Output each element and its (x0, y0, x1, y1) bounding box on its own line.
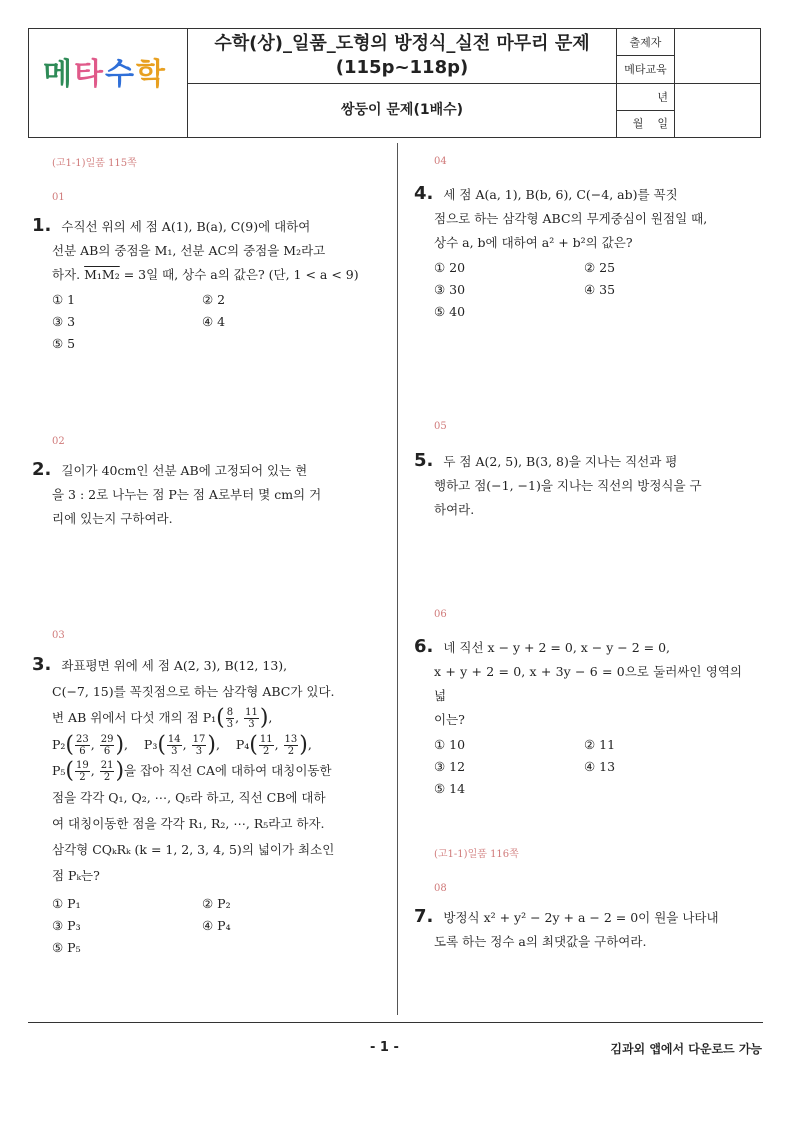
question-text: 점으로 하는 삼각형 ABC의 무게중심이 원점일 때, (434, 211, 708, 226)
question-text: 점 Pₖ는? (52, 867, 100, 883)
question-number: 1. (32, 215, 52, 236)
question-text: 상수 a, b에 대하여 a² + b²의 값은? (434, 235, 633, 250)
fraction: $\frac{11}{2}$ (259, 733, 273, 757)
question-5 (414, 415, 742, 522)
choice-4[interactable]: ④ 13 (584, 759, 616, 774)
choice-3[interactable]: ③ 12 (434, 759, 466, 774)
question-text: 하자. (52, 267, 85, 282)
author-value: 메타교육 (617, 56, 675, 84)
subtitle-cell (188, 84, 617, 137)
choice-2[interactable]: ② 11 (584, 737, 616, 752)
point-label: P₂ (52, 736, 66, 752)
question-text: 하여라. (434, 502, 475, 517)
question-number: 5. (414, 450, 434, 471)
date-label: 월 일 (617, 111, 675, 137)
question-text: 변 AB 위에서 다섯 개의 점 P₁ (52, 710, 217, 725)
question-1 (32, 152, 360, 355)
question-text: 행하고 점(−1, −1)을 지나는 직선의 방정식을 구 (434, 478, 702, 493)
fraction: $\frac{21}{2}$ (100, 760, 114, 783)
question-text: 을 3 : 2로 나누는 점 P는 점 A로부터 몇 cm의 거 (52, 487, 322, 502)
question-code: 01 (52, 192, 65, 203)
fraction: $\frac{17}{3}$ (192, 733, 206, 757)
question-text: 여 대칭이동한 점을 각각 R₁, R₂, ⋯, R₅라고 하자. (52, 815, 325, 831)
logo-cell (29, 29, 188, 137)
question-text: 을 잡아 직선 CA에 대하여 대칭이동한 (124, 763, 332, 778)
choice-1[interactable]: ① 10 (434, 737, 466, 752)
date-blank (675, 84, 760, 137)
question-text: 수직선 위의 세 점 A(1), B(a), C(9)에 대하여 (61, 219, 311, 234)
question-number: 7. (414, 906, 434, 927)
question-text: 점을 각각 Q₁, Q₂, ⋯, Q₅라 하고, 직선 CB에 대하 (52, 789, 326, 805)
choice-list (434, 734, 742, 800)
footer-rule (28, 1022, 763, 1023)
choice-1[interactable]: ① P₁ (52, 895, 81, 911)
choice-3[interactable]: ③ 30 (434, 282, 466, 297)
question-text: 두 점 A(2, 5), B(3, 8)을 지나는 직선과 평 (443, 454, 678, 469)
question-text: 리에 있는지 구하여라. (52, 511, 173, 526)
choice-5[interactable]: ⑤ 40 (434, 304, 466, 319)
question-number: 2. (32, 459, 52, 480)
logo: 메타수학 (43, 57, 167, 92)
title-cell (188, 29, 617, 84)
question-number: 6. (414, 636, 434, 657)
question-code: 03 (52, 630, 65, 641)
fraction: $\frac{13}{2}$ (284, 733, 298, 757)
page-number: - 1 - (370, 1040, 399, 1055)
question-text: 방정식 x² + y² − 2y + a − 2 = 0이 원을 나타내 (443, 910, 719, 925)
choice-4[interactable]: ④ 4 (202, 314, 226, 329)
year-label: 년 (617, 84, 675, 111)
choice-3[interactable]: ③ 3 (52, 314, 76, 329)
question-6 (414, 603, 742, 800)
question-code: 04 (434, 156, 447, 167)
fraction: $\frac{8}{3}$ (226, 707, 234, 730)
choice-2[interactable]: ② 25 (584, 260, 616, 275)
fraction: $\frac{11}{3}$ (245, 707, 258, 730)
question-code: 08 (434, 883, 447, 894)
fraction: $\frac{19}{2}$ (76, 760, 89, 783)
question-number: 4. (414, 183, 434, 204)
column-divider (397, 143, 398, 1015)
question-7 (414, 843, 742, 954)
point-label: P₄ (235, 736, 250, 752)
choice-2[interactable]: ② 2 (202, 292, 226, 307)
choice-list (52, 289, 360, 355)
choice-3[interactable]: ③ P₃ (52, 917, 81, 933)
question-text: 선분 AB의 중점을 M₁, 선분 AC의 중점을 M₂라고 (52, 243, 326, 258)
download-note: 김과외 앱에서 다운로드 가능 (610, 1042, 762, 1056)
segment-m1m2: M₁M₂ (84, 267, 120, 282)
choice-2[interactable]: ② P₂ (202, 895, 231, 911)
fraction: $\frac{29}{6}$ (100, 733, 114, 757)
choice-list (434, 257, 742, 323)
question-code: 05 (434, 421, 447, 432)
choice-5[interactable]: ⑤ P₅ (52, 939, 81, 955)
question-text: 삼각형 CQₖRₖ (k = 1, 2, 3, 4, 5)의 넓이가 최소인 (52, 841, 335, 857)
question-text: x + y + 2 = 0, x + 3y − 6 = 0으로 둘러싸인 영역의 넓 (434, 664, 742, 703)
question-text: C(−7, 15)를 꼭짓점으로 하는 삼각형 ABC가 있다. (52, 684, 335, 699)
author-label: 출제자 (617, 29, 675, 56)
subtitle: 쌍둥이 문제(1배수) (340, 102, 464, 118)
point-label: P₃ (143, 736, 158, 752)
choice-list (52, 893, 362, 959)
question-text: 세 점 A(a, 1), B(b, 6), C(−4, ab)를 꼭짓 (443, 187, 678, 202)
choice-1[interactable]: ① 1 (52, 292, 76, 307)
question-2 (32, 420, 360, 531)
question-text: 이는? (434, 712, 465, 727)
question-text: 길이가 40cm인 선분 AB에 고정되어 있는 현 (61, 463, 308, 478)
title-line2: (115p~118p) (335, 57, 469, 78)
fraction: $\frac{23}{6}$ (76, 733, 89, 757)
choice-1[interactable]: ① 20 (434, 260, 466, 275)
title-line1: 수학(상)_일품_도형의 방정식_실전 마무리 문제 (214, 33, 590, 54)
question-code: 06 (434, 609, 447, 620)
choice-5[interactable]: ⑤ 5 (52, 336, 76, 351)
question-text: 네 직선 x − y + 2 = 0, x − y − 2 = 0, (443, 640, 671, 655)
question-number: 3. (32, 654, 52, 675)
source-label: (고1-1)일품 115쪽 (52, 158, 137, 169)
author-blank (675, 29, 760, 84)
fraction: $\frac{14}{3}$ (167, 733, 181, 757)
header-table (28, 28, 761, 138)
choice-4[interactable]: ④ 35 (584, 282, 616, 297)
point-label: P₅ (52, 763, 66, 778)
question-text: 도록 하는 정수 a의 최댓값을 구하여라. (434, 934, 647, 949)
question-text: = 3일 때, 상수 a의 값은? (단, 1 < a < 9) (119, 267, 359, 282)
question-code: 02 (52, 436, 65, 447)
question-3: 03 3. 좌표평면 위에 세 점 A(2, 3), B(12, 13), C(−7, 15)를 꼭짓점으로 하는 삼각형 ABC가 있다. 변 AB 위에서 다섯 개의 점 P₁( $\frac{8}{3}$ , $\frac{11}{3}$ ), P₂( $\frac{23}{6}$ , $\frac{29}{6}$ ), P₃( $\frac{14}{3}$ , $\frac{17}{3}$ ), P₄( $\frac{11}{2}$ , $\frac{13}{2}$ ), P₅( $\frac{19}{2}$ , $\frac{21}{2}$ )을 잡아 직선 CA에 대하여 대칭이동한 점을 각각 Q₁, Q₂, ⋯, Q₅라 하고, 직선 CB에 대하 여 대칭이동한 점을 각각 R₁, R₂, ⋯, R₅라고 하자. 삼각형 CQₖRₖ (k = 1, 2, 3, 4, 5)의 넓이가 최소인 점 Pₖ는? ① P₁ ② P₂ ③ P₃ ④ P₄ ⑤ P₅ (52, 614, 362, 959)
question-text: 좌표평면 위에 세 점 A(2, 3), B(12, 13), (61, 658, 288, 673)
choice-4[interactable]: ④ P₄ (202, 917, 231, 933)
source-label: (고1-1)일품 116쪽 (434, 849, 519, 860)
choice-5[interactable]: ⑤ 14 (434, 781, 466, 796)
question-4 (414, 150, 742, 323)
